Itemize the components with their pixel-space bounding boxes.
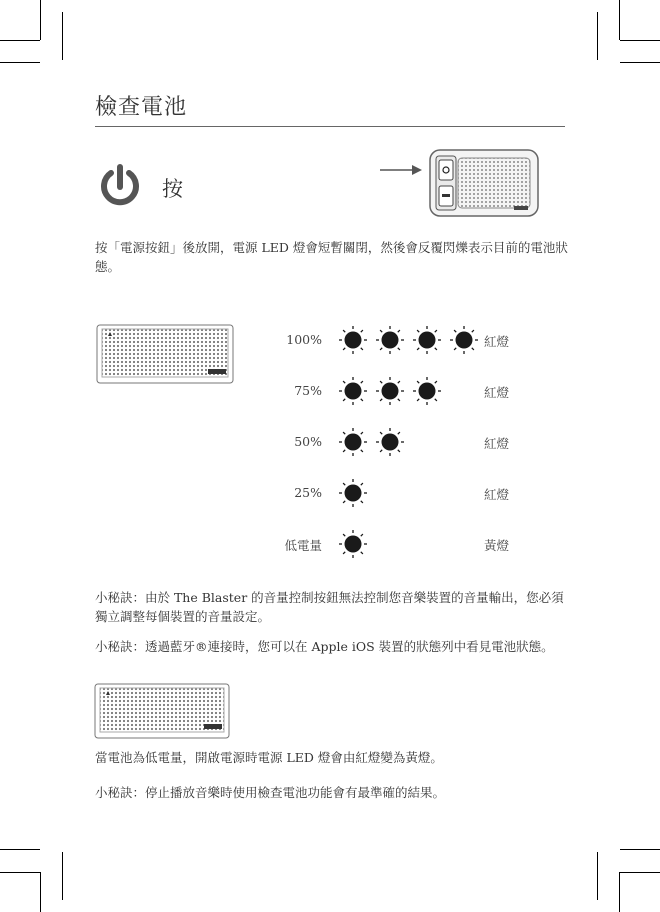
battery-level: 75% xyxy=(294,383,322,398)
crop-mark xyxy=(40,0,41,40)
crop-mark xyxy=(40,872,41,912)
led-blink-icon xyxy=(338,325,368,355)
low-battery-note: 當電池為低電量，開啟電源時電源 LED 燈會由紅燈變為黃燈。 xyxy=(95,750,443,765)
crop-mark xyxy=(620,62,660,63)
battery-row xyxy=(270,529,570,559)
led-blink-icon xyxy=(375,325,405,355)
crop-mark xyxy=(62,12,63,60)
crop-mark xyxy=(620,849,660,850)
title-divider xyxy=(95,126,565,127)
page-title: 檢查電池 xyxy=(95,95,188,120)
crop-mark xyxy=(0,872,40,873)
crop-mark xyxy=(0,849,40,850)
led-blink-icon xyxy=(338,427,368,457)
press-label: 按 xyxy=(162,177,183,201)
crop-mark xyxy=(620,40,660,41)
tip-bluetooth: 小秘訣：透過藍牙®連接時，您可以在 Apple iOS 裝置的狀態列中看見電池狀態。 xyxy=(95,639,554,654)
led-blink-icon xyxy=(412,376,442,406)
speaker-front-illustration xyxy=(96,324,234,384)
tip-volume: 小秘訣：由於 The Blaster 的音量控制按鈕無法控制您音樂裝置的音量輸出，您必須獨立調整每個裝置的音量設定。 xyxy=(95,590,564,624)
battery-level: 低電量 xyxy=(284,538,322,553)
crop-mark xyxy=(62,852,63,900)
battery-row xyxy=(270,427,570,457)
led-color-label: 紅燈 xyxy=(484,334,510,349)
led-blink-icon xyxy=(412,325,442,355)
battery-level: 50% xyxy=(294,434,322,449)
battery-row xyxy=(270,478,570,508)
led-color-label: 紅燈 xyxy=(484,385,510,400)
battery-level: 100% xyxy=(286,332,322,347)
crop-mark xyxy=(619,0,620,40)
led-blink-icon xyxy=(375,427,405,457)
crop-mark xyxy=(0,40,40,41)
crop-mark xyxy=(620,872,660,873)
instruction-text: 按「電源按鈕」後放開，電源 LED 燈會短暫關閉，然後會反覆閃爍表示目前的電池狀態。 xyxy=(95,240,568,274)
speaker-front-illustration xyxy=(94,683,230,739)
led-color-label: 黃燈 xyxy=(484,538,510,553)
battery-row xyxy=(270,325,570,355)
led-color-label: 紅燈 xyxy=(484,436,510,451)
crop-mark xyxy=(597,12,598,60)
led-blink-icon xyxy=(375,376,405,406)
led-blink-icon xyxy=(338,376,368,406)
led-blink-icon xyxy=(338,529,368,559)
crop-mark xyxy=(0,62,40,63)
crop-mark xyxy=(619,872,620,912)
led-color-label: 紅燈 xyxy=(484,487,510,502)
battery-row xyxy=(270,376,570,406)
battery-level: 25% xyxy=(294,485,322,500)
led-blink-icon xyxy=(449,325,479,355)
crop-mark xyxy=(597,852,598,900)
arrow-right-icon xyxy=(380,160,422,176)
tip-accuracy: 小秘訣：停止播放音樂時使用檢查電池功能會有最準確的結果。 xyxy=(95,785,446,800)
led-blink-icon xyxy=(338,478,368,508)
speaker-device-illustration xyxy=(428,148,540,218)
power-icon xyxy=(96,162,144,210)
